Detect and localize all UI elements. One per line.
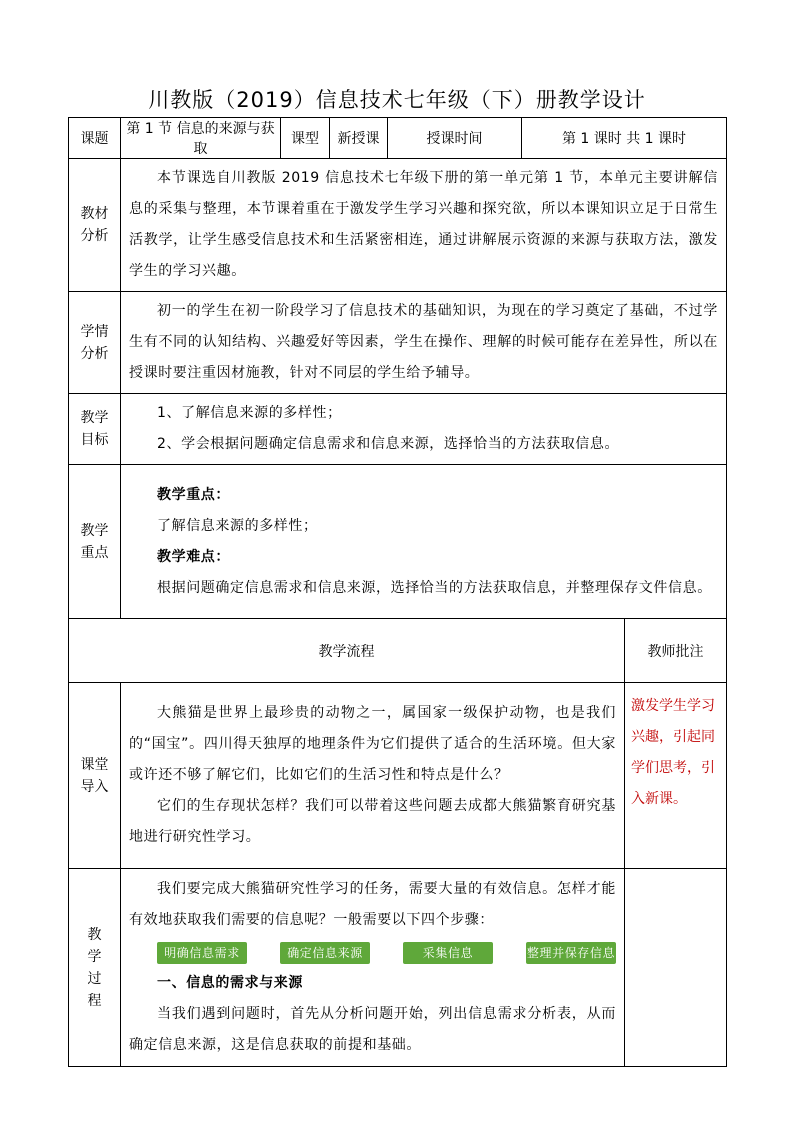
- header-subject-label: 课题: [69, 118, 121, 159]
- students-row: [69, 292, 727, 394]
- intro-teacher-note: 激发学生学习兴趣，引起同学们思考，引入新课。: [625, 683, 727, 869]
- process-text: [121, 869, 625, 1067]
- header-time-value: 第 1 课时 共 1 课时: [522, 118, 727, 159]
- material-row: [69, 159, 727, 292]
- intro-row: [69, 683, 727, 869]
- goals-text: [121, 394, 727, 465]
- students-label: 学情 分析: [69, 292, 121, 394]
- goals-row: [69, 394, 727, 465]
- key-row: [69, 465, 727, 619]
- header-type-label: 课型: [281, 118, 330, 159]
- page-title: 川教版（2019）信息技术七年级（下）册教学设计: [148, 88, 646, 112]
- intro-paragraph-1: 大熊猫是世界上最珍贵的动物之一，属国家一级保护动物，也是我们的“国宝”。四川得天独厚的地理条件为它们提供了适合的生活环境。但大家或许还不够了解它们，比如它们的生活习性和特点是什么？: [129, 705, 616, 783]
- goals-label: 教学 目标: [69, 394, 121, 465]
- flow-header-left: 教学流程: [69, 619, 625, 683]
- intro-label: 课堂 导入: [69, 683, 121, 869]
- material-text: 本节课选自川教版 2019 信息技术七年级下册的第一单元第 1 节，本单元主要讲解信息的采集与整理，本节课着重在于激发学生学习兴趣和探究欲，所以本课知识立足于日常生活教学，让学生感受信息技术和生活紧密相连，通过讲解展示资源的来源与获取方法，激发学生的学习兴趣。: [121, 159, 727, 292]
- header-time-label: 授课时间: [388, 118, 522, 159]
- focus-title: 教学重点：: [157, 486, 230, 503]
- lesson-plan-table: [68, 117, 727, 1067]
- key-text: [121, 465, 727, 619]
- goal-item-2: 2、学会根据问题确定信息需求和信息来源，选择恰当的方法获取信息。: [157, 436, 620, 452]
- focus-text: 了解信息来源的多样性；: [157, 517, 318, 534]
- flow-header-right: 教师批注: [625, 619, 727, 683]
- difficulty-text: 根据问题确定信息需求和信息来源，选择恰当的方法获取信息，并整理保存文件信息。: [157, 579, 712, 596]
- step-1-badge: 明确信息需求: [157, 942, 247, 964]
- step-2-badge: 确定信息来源: [280, 942, 370, 964]
- intro-text: [121, 683, 625, 869]
- intro-paragraph-2: 它们的生存现状怎样？我们可以带着这些问题去成都大熊猫繁育研究基地进行研究性学习。: [129, 798, 616, 845]
- students-text: 初一的学生在初一阶段学习了信息技术的基础知识，为现在的学习奠定了基础，不过学生有不同的认知结构、兴趣爱好等因素，学生在操作、理解的时候可能存在差异性，所以在授课时要注重因材施教，针对不同层的学生给予辅导。: [121, 292, 727, 394]
- goal-item-1: 1、了解信息来源的多样性；: [157, 405, 342, 421]
- difficulty-title: 教学难点：: [157, 548, 230, 565]
- step-4-badge: 整理并保存信息: [526, 942, 616, 964]
- process-heading: 一、信息的需求与来源: [157, 975, 303, 991]
- material-label: 教材 分析: [69, 159, 121, 292]
- process-paragraph-2: 当我们遇到问题时，首先从分析问题开始，列出信息需求分析表，从而确定信息来源，这是信息获取的前提和基础。: [129, 1006, 616, 1053]
- key-label: 教学 重点: [69, 465, 121, 619]
- process-label: 教 学 过 程: [69, 869, 121, 1067]
- step-3-badge: 采集信息: [403, 942, 493, 964]
- flow-header-row: [69, 619, 727, 683]
- process-paragraph-1: 我们要完成大熊猫研究性学习的任务，需要大量的有效信息。怎样才能有效地获取我们需要的信息呢？一般需要以下四个步骤：: [129, 881, 616, 928]
- process-teacher-note: [625, 869, 727, 1067]
- process-row: [69, 869, 727, 1067]
- process-steps: [157, 942, 616, 964]
- header-lesson-title: 第 1 节 信息的来源与获取: [121, 118, 281, 159]
- header-row: [69, 118, 727, 159]
- header-type-value: 新授课: [330, 118, 388, 159]
